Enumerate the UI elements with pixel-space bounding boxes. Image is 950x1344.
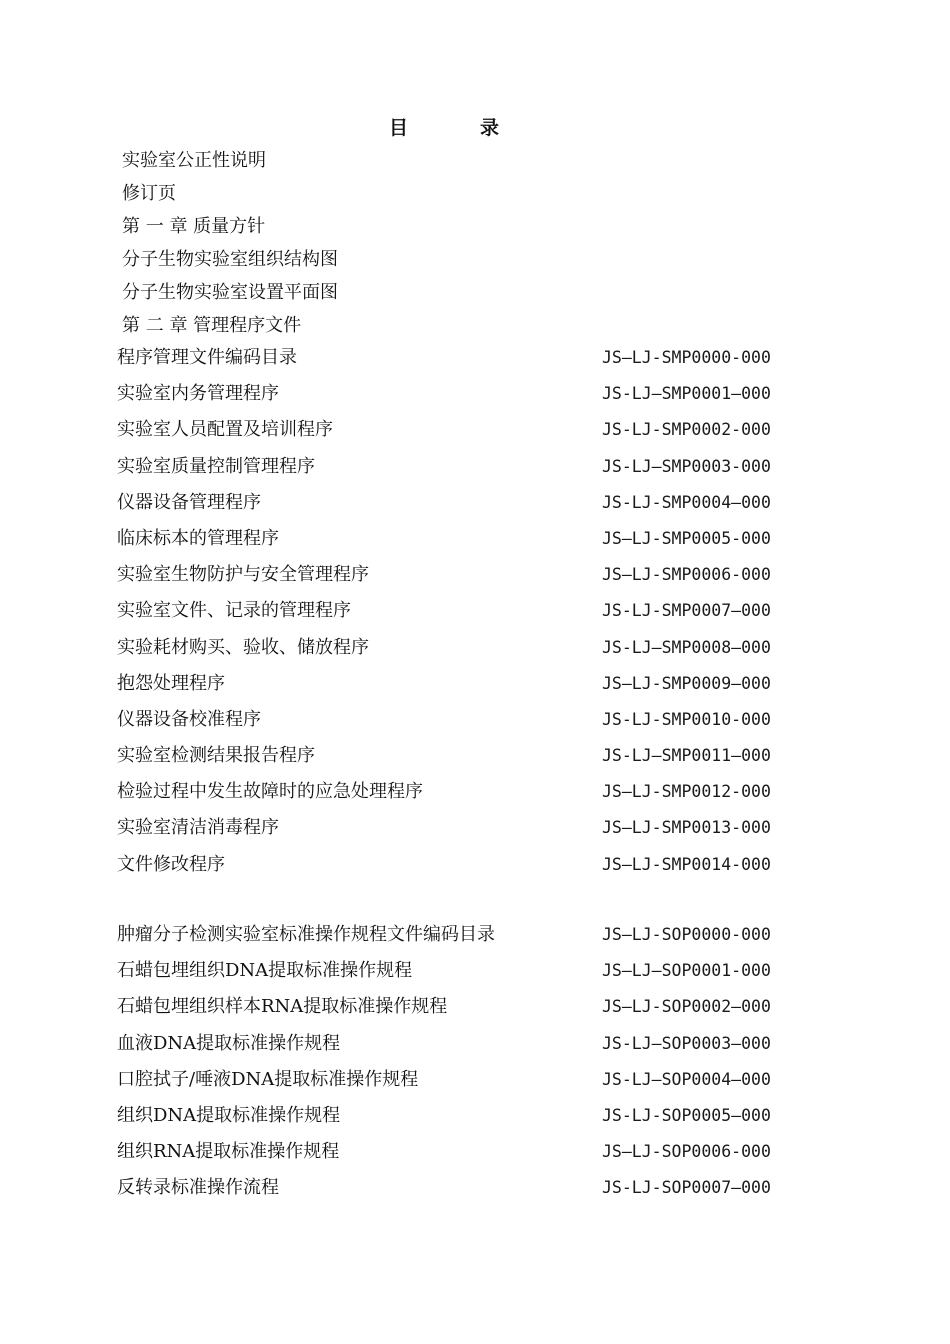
toc-entry-code: JS-LJ—SOP0003—000	[602, 1033, 771, 1053]
toc-row	[117, 521, 817, 557]
toc-entry-code: JS-LJ—SMP0011—000	[602, 746, 771, 766]
toc-entry-code: JS—LJ-SOP0006-000	[602, 1142, 771, 1162]
toc-entry-title: 实验室清洁消毒程序	[117, 817, 279, 839]
toc-entry-title: 实验耗材购买、验收、储放程序	[117, 636, 369, 658]
page-title: 目录	[388, 117, 571, 139]
toc-entry-code: JS-LJ—SOP0004—000	[602, 1069, 771, 1089]
toc-entry-code: JS—LJ-SMP0000-000	[602, 348, 771, 367]
toc-entry-title: 实验室文件、记录的管理程序	[117, 600, 351, 622]
toc-entry-title: 程序管理文件编码目录	[117, 347, 297, 368]
toc-entry-code: JS—LJ-SOP0002—000	[602, 997, 771, 1017]
toc-entry-title: 血液DNA提取标准操作规程	[117, 1032, 341, 1054]
toc-row	[117, 1026, 817, 1062]
toc-row	[117, 1170, 817, 1206]
toc-row	[117, 557, 817, 593]
toc-entry-title: 石蜡包埋组织样本RNA提取标准操作规程	[117, 996, 448, 1018]
toc-entry-code: JS—LJ-SMP0012-000	[602, 782, 771, 802]
toc-entry-code: JS—LJ-SMP0014-000	[602, 854, 771, 874]
toc-row	[117, 847, 817, 883]
toc-row	[117, 376, 817, 412]
toc-row	[117, 1098, 817, 1134]
toc-row	[117, 1062, 817, 1098]
toc-row	[117, 485, 817, 521]
intro-line: 第 二 章 管理程序文件	[122, 315, 302, 336]
toc-row	[117, 630, 817, 666]
toc-row	[117, 917, 817, 953]
toc-entry-title: 反转录标准操作流程	[117, 1177, 279, 1199]
toc-entry-title: 组织DNA提取标准操作规程	[117, 1104, 341, 1126]
toc-entry-title: 口腔拭子/唾液DNA提取标准操作规程	[117, 1068, 419, 1090]
toc-row	[117, 1134, 817, 1170]
intro-line: 修订页	[122, 183, 176, 204]
toc-entry-code: JS—LJ-SOP0000-000	[602, 925, 771, 944]
toc-entry-code: JS-LJ-SMP0010-000	[602, 709, 771, 729]
intro-line: 第 一 章 质量方针	[122, 216, 266, 237]
toc-row	[117, 989, 817, 1025]
toc-entry-code: JS-LJ—SMP0003-000	[602, 456, 771, 476]
toc-entry-title: 实验室内务管理程序	[117, 383, 279, 405]
toc-row	[117, 774, 817, 810]
toc-row	[117, 810, 817, 846]
procedure-toc	[117, 340, 817, 883]
toc-row	[117, 340, 817, 376]
sop-toc	[117, 917, 817, 1207]
toc-entry-title: 仪器设备管理程序	[117, 491, 261, 513]
toc-entry-code: JS-LJ-SMP0007—000	[602, 601, 771, 621]
intro-line: 分子生物实验室组织结构图	[122, 249, 338, 270]
toc-entry-title: 石蜡包埋组织DNA提取标准操作规程	[117, 960, 413, 982]
toc-entry-title: 抱怨处理程序	[117, 672, 225, 694]
toc-entry-code: JS-LJ—SMP0001—000	[602, 384, 771, 404]
toc-row	[117, 412, 817, 448]
toc-entry-code: JS-LJ-SOP0007—000	[602, 1178, 771, 1198]
toc-entry-title: 实验室检测结果报告程序	[117, 745, 315, 767]
toc-entry-code: JS—LJ-SMP0005-000	[602, 528, 771, 548]
intro-line: 分子生物实验室设置平面图	[122, 282, 338, 303]
intro-list	[122, 144, 338, 342]
toc-entry-title: 实验室人员配置及培训程序	[117, 419, 333, 441]
toc-row	[117, 449, 817, 485]
toc-entry-code: JS-LJ—SMP0008—000	[602, 637, 771, 657]
toc-entry-title: 实验室生物防护与安全管理程序	[117, 564, 369, 586]
toc-entry-title: 组织RNA提取标准操作规程	[117, 1141, 340, 1163]
toc-row	[117, 702, 817, 738]
toc-entry-code: JS—LJ-SMP0006-000	[602, 565, 771, 585]
toc-entry-code: JS-LJ-SMP0004—000	[602, 492, 771, 512]
toc-entry-title: 临床标本的管理程序	[117, 527, 279, 549]
toc-row	[117, 738, 817, 774]
toc-entry-title: 实验室质量控制管理程序	[117, 455, 315, 477]
toc-row	[117, 953, 817, 989]
toc-entry-code: JS-LJ-SOP0005—000	[602, 1105, 771, 1125]
toc-entry-title: 仪器设备校准程序	[117, 708, 261, 730]
toc-entry-code: JS-LJ-SMP0002-000	[602, 420, 771, 440]
toc-row	[117, 593, 817, 629]
toc-entry-code: JS—LJ—SOP0001-000	[602, 961, 771, 981]
toc-entry-code: JS—LJ-SMP0009—000	[602, 673, 771, 693]
toc-entry-title: 肿瘤分子检测实验室标准操作规程文件编码目录	[117, 924, 495, 945]
toc-row	[117, 666, 817, 702]
toc-entry-code: JS—LJ-SMP0013-000	[602, 818, 771, 838]
intro-line: 实验室公正性说明	[122, 150, 266, 171]
toc-entry-title: 文件修改程序	[117, 853, 225, 875]
toc-entry-title: 检验过程中发生故障时的应急处理程序	[117, 781, 423, 803]
